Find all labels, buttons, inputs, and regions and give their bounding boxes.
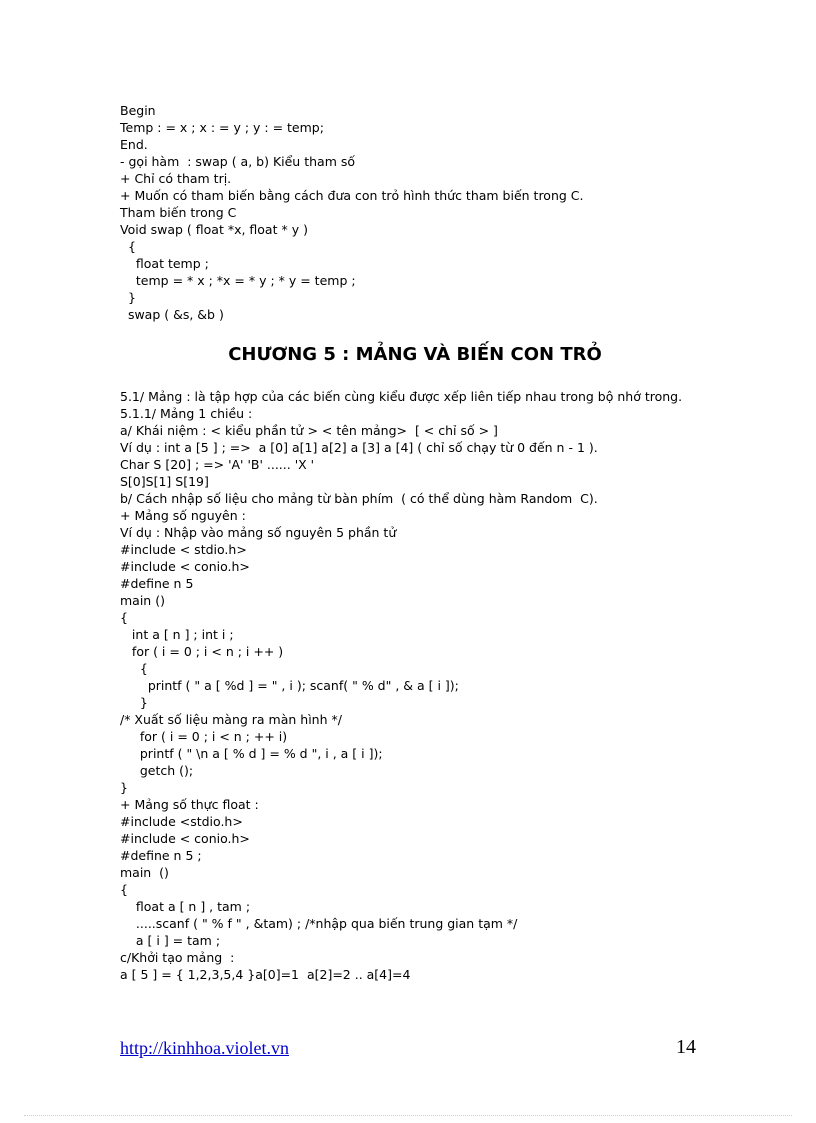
code-section-swap (120, 102, 720, 323)
text-line: Ví dụ : Nhập vào mảng số nguyên 5 phần tử (120, 525, 397, 540)
text-line: int a [ n ] ; int i ; (120, 627, 234, 642)
text-line: } (120, 780, 128, 795)
text-line: End. (120, 137, 148, 152)
page-number: 14 (676, 1036, 696, 1058)
text-line: } (120, 290, 136, 305)
text-line: #include <stdio.h> (120, 814, 243, 829)
text-line: for ( i = 0 ; i < n ; i ++ ) (120, 644, 284, 659)
text-line: { (120, 239, 136, 254)
text-line: main () (120, 593, 165, 608)
chapter-title: CHƯƠNG 5 : MẢNG VÀ BIẾN CON TRỎ (228, 344, 602, 365)
text-line: { (120, 610, 128, 625)
text-line: #define n 5 (120, 576, 194, 591)
text-line: getch (); (120, 763, 194, 778)
text-line: float a [ n ] , tam ; (120, 899, 251, 914)
text-line: #define n 5 ; (120, 848, 202, 863)
text-line: printf ( " \n a [ % d ] = % d ", i , a [ i ]); (120, 746, 383, 761)
text-line: printf ( " a [ %d ] = " , i ); scanf( " % d" , & a [ i ]); (120, 678, 459, 693)
text-line: #include < stdio.h> (120, 542, 247, 557)
text-line: + Chỉ có tham trị. (120, 171, 232, 186)
text-line: 5.1.1/ Mảng 1 chiều : (120, 406, 253, 421)
footer-link[interactable]: http://kinhhoa.violet.vn (120, 1038, 289, 1058)
text-line: - gọi hàm : swap ( a, b) Kiểu tham số (120, 154, 355, 169)
text-line: #include < conio.h> (120, 559, 250, 574)
text-line: Char S [20] ; => 'A' 'B' ...... 'X ' (120, 457, 315, 472)
text-line: + Muốn có tham biến bằng cách đưa con trỏ hình thức tham biến trong C. (120, 188, 584, 203)
text-line: a [ i ] = tam ; (120, 933, 221, 948)
main-lines (120, 405, 720, 983)
text-line: + Mảng số nguyên : (120, 508, 246, 523)
text-line: main () (120, 865, 169, 880)
text-line: { (120, 882, 128, 897)
text-line: float temp ; (120, 256, 209, 271)
text-line: b/ Cách nhập số liệu cho mảng từ bàn phím ( có thể dùng hàm Random C). (120, 491, 598, 506)
text-line: for ( i = 0 ; i < n ; ++ i) (120, 729, 288, 744)
text-line: .....scanf ( " % f " , &tam) ; /*nhập qua biến trung gian tạm */ (120, 916, 518, 931)
text-line: a/ Khái niệm : < kiểu phần tử > < tên mảng> [ < chỉ số > ] (120, 423, 498, 438)
text-line: Void swap ( float *x, float * y ) (120, 222, 308, 237)
text-line: temp = * x ; *x = * y ; * y = temp ; (120, 273, 356, 288)
text-line: /* Xuất số liệu màng ra màn hình */ (120, 712, 342, 727)
text-line: Begin (120, 103, 156, 118)
main-section (120, 388, 720, 983)
text-line: #include < conio.h> (120, 831, 250, 846)
text-line: + Mảng số thực float : (120, 797, 259, 812)
text-line: Temp : = x ; x : = y ; y : = temp; (120, 120, 324, 135)
text-line: a [ 5 ] = { 1,2,3,5,4 }a[0]=1 a[2]=2 .. a[4]=4 (120, 967, 411, 982)
text-line: S[0]S[1] S[19] (120, 474, 209, 489)
text-line: swap ( &s, &b ) (120, 307, 224, 322)
intro-paragraph: 5.1/ Mảng : là tập hợp của các biến cùng kiểu được xếp liên tiếp nhau trong bộ nhớ trong. (120, 389, 683, 404)
page-bottom-rule (24, 1115, 792, 1116)
text-line: c/Khởi tạo mảng : (120, 950, 235, 965)
text-line: } (120, 695, 148, 710)
text-line: Ví dụ : int a [5 ] ; => a [0] a[1] a[2] a [3] a [4] ( chỉ số chạy từ 0 đến n - 1 ). (120, 440, 598, 455)
text-line: Tham biến trong C (120, 205, 237, 220)
text-line: { (120, 661, 148, 676)
